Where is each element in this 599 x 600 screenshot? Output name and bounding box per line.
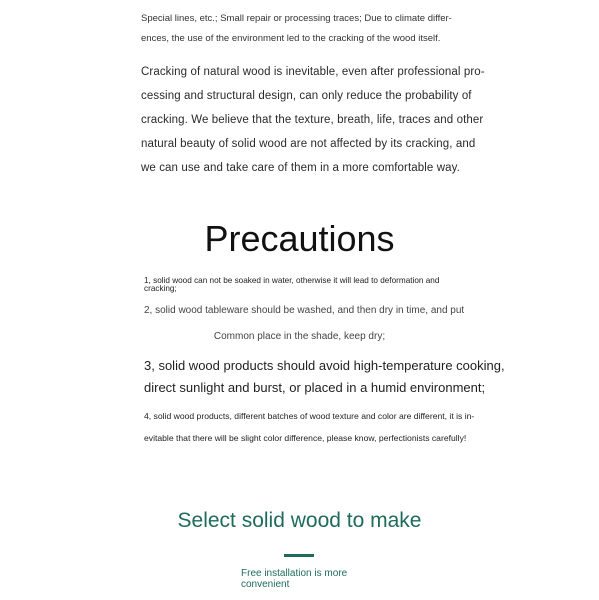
precaution-item-3-line-2: direct sunlight and burst, or placed in a humid environment; bbox=[144, 380, 486, 395]
cracking-paragraph-line-4: natural beauty of solid wood are not affected by its cracking, and bbox=[141, 138, 476, 150]
title-divider bbox=[284, 554, 314, 557]
cracking-paragraph-line-3: cracking. We believe that the texture, breath, life, traces and other bbox=[141, 114, 484, 126]
intro-line-2: ences, the use of the environment led to the cracking of the wood itself. bbox=[141, 33, 441, 44]
precaution-item-4-line-2: evitable that there will be slight color difference, please know, perfectionists carefully! bbox=[144, 433, 467, 443]
precaution-item-4-line-1: 4, solid wood products, different batches of wood texture and color are different, it is in- bbox=[144, 411, 475, 421]
intro-line-1: Special lines, etc.; Small repair or processing traces; Due to climate differ- bbox=[141, 13, 452, 24]
precautions-title: Precautions bbox=[204, 218, 395, 259]
section-title: Select solid wood to make bbox=[177, 509, 422, 532]
precaution-item-2-line-1: 2, solid wood tableware should be washed, and then dry in time, and put bbox=[144, 305, 465, 316]
cracking-paragraph-line-2: cessing and structural design, can only reduce the probability of bbox=[141, 90, 472, 102]
cracking-paragraph-line-5: we can use and take care of them in a more comfortable way. bbox=[141, 162, 460, 174]
section-subtitle: Free installation is more convenient bbox=[241, 568, 348, 590]
precaution-item-1-line-2: cracking; bbox=[144, 284, 177, 293]
precaution-item-3-line-1: 3, solid wood products should avoid high-temperature cooking, bbox=[144, 358, 505, 373]
precaution-item-1-line-1: 1, solid wood can not be soaked in water, otherwise it will lead to deformation and bbox=[144, 276, 440, 285]
cracking-paragraph-line-1: Cracking of natural wood is inevitable, even after professional pro- bbox=[141, 66, 485, 78]
precaution-item-2-line-2: Common place in the shade, keep dry; bbox=[213, 331, 386, 342]
